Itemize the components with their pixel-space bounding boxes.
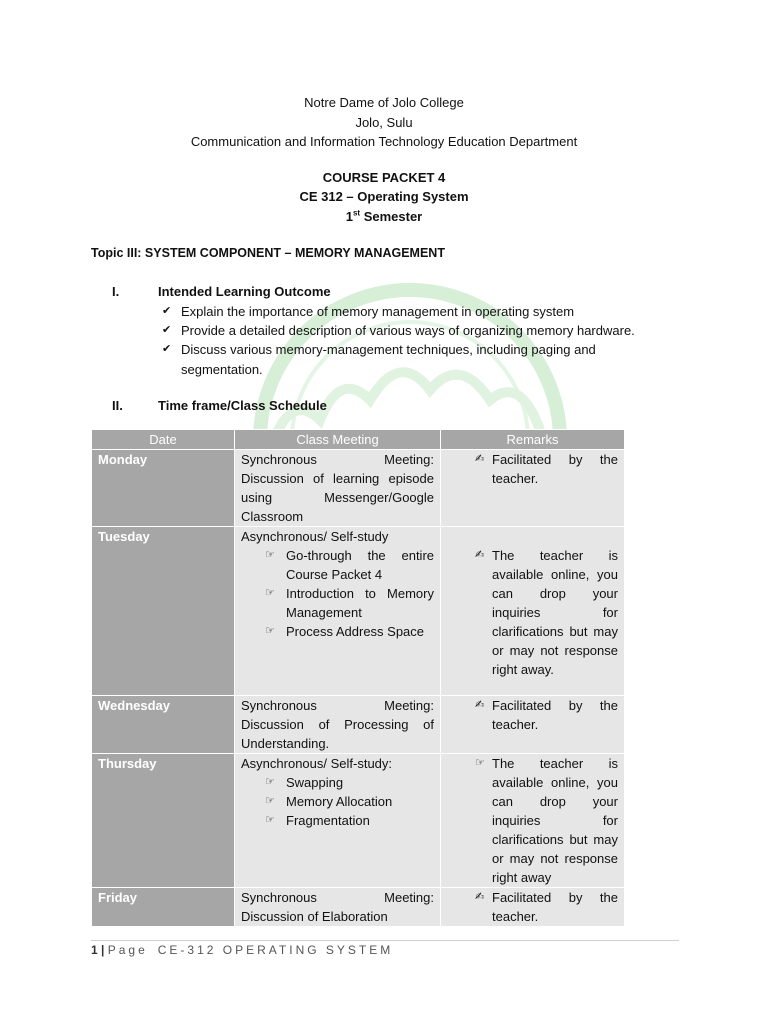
institution-location: Jolo, Sulu [355,114,413,130]
remarks-cell: ✍ The teacher is available online, you can drop your inquiries for clarifications but may or may not response right away. [441,527,625,696]
institution-name: Notre Dame of Jolo College [304,95,464,110]
semester-label: 1st Semester [345,208,423,224]
section-heading-outcome: I. Intended Learning Outcome [112,284,331,299]
table-row [92,527,625,696]
pointing-hand-icon: ☞ [265,549,275,561]
footer-divider [91,940,679,941]
section-heading-schedule: II. Time frame/Class Schedule [112,398,327,413]
list-item: ✔ Provide a detailed description of various ways of organizing memory hardware. [160,321,680,340]
checkmark-icon: ✔ [162,324,172,337]
meeting-cell: Synchronous Meeting: Discussion of learning episode using Messenger/Google Classroom [235,450,441,527]
day-cell: Wednesday [92,696,235,754]
meeting-cell: Asynchronous/ Self-study ☞ Go-through the entire Course Packet 4 ☞ Introduction to Memory Management ☞ Process Address Space [235,527,441,696]
meeting-cell: Asynchronous/ Self-study: ☞ Swapping ☞ Memory Allocation ☞ Fragmentation [235,754,441,888]
list-item: ☞ Introduction to Memory Management [265,586,434,620]
meeting-cell: Synchronous Meeting: Discussion of Processing of Understanding. [235,696,441,754]
table-row [92,450,625,527]
list-item: ✔ Explain the importance of memory management in operating system [160,302,680,321]
table-row [92,754,625,888]
table-row [92,696,625,754]
writing-hand-icon: ✍ [475,549,485,561]
list-item: ✔ Discuss various memory-management techniques, including paging and segmentation. [162,342,596,377]
remarks-cell: ✍ Facilitated by the teacher. [441,696,625,754]
topic-heading: Topic III: SYSTEM COMPONENT – MEMORY MANAGEMENT [91,246,445,260]
column-header-remarks: Remarks [441,430,625,450]
remarks-cell: ✍ Facilitated by the teacher. [441,888,625,927]
pointing-hand-icon: ☞ [265,814,275,826]
list-item: ☞ Swapping [265,775,344,790]
checkmark-icon: ✔ [162,305,172,317]
page-footer [91,943,393,957]
list-item: ☞ Go-through the entire Course Packet 4 [265,548,434,582]
list-item: ☞ Memory Allocation [265,794,393,809]
learning-outcomes-list [160,302,680,379]
pointing-hand-icon: ☞ [265,587,275,599]
course-packet-title: COURSE PACKET 4 [322,169,446,185]
writing-hand-icon: ✍ [475,453,485,465]
column-header-date: Date [92,430,235,450]
remarks-cell: ✍ Facilitated by the teacher. [441,450,625,527]
day-cell: Tuesday [92,527,235,696]
course-title: CE 312 – Operating System [299,189,469,204]
writing-hand-icon: ✍ [475,891,485,903]
page-number: 1 [91,943,98,957]
meeting-cell: Synchronous Meeting: Discussion of Elaboration [235,888,441,927]
writing-hand-icon: ✍ [475,699,485,711]
footer-separator: | [97,943,108,957]
day-cell: Friday [92,888,235,927]
class-schedule-table [91,429,625,927]
department-name: Communication and Information Technology Education Department [190,134,578,149]
remarks-cell: ☞ The teacher is available online, you can drop your inquiries for clarifications but may or may not response right away [441,754,625,888]
page-word: Page [107,943,148,957]
footer-course-title: CE-312 OPERATING SYSTEM [157,943,394,957]
day-cell: Thursday [92,754,235,888]
pointing-hand-icon: ☞ [265,776,275,788]
list-item: ☞ Process Address Space [265,624,425,639]
checkmark-icon: ✔ [162,343,172,356]
column-header-class-meeting: Class Meeting [235,430,441,450]
pointing-hand-icon: ☞ [265,795,275,807]
document-header [0,93,768,226]
day-cell: Monday [92,450,235,527]
pointing-hand-icon: ☞ [265,625,275,637]
table-row [92,888,625,927]
table-header-row [92,430,625,450]
pointing-hand-icon: ☞ [475,757,485,769]
list-item: ☞ Fragmentation [265,813,370,828]
